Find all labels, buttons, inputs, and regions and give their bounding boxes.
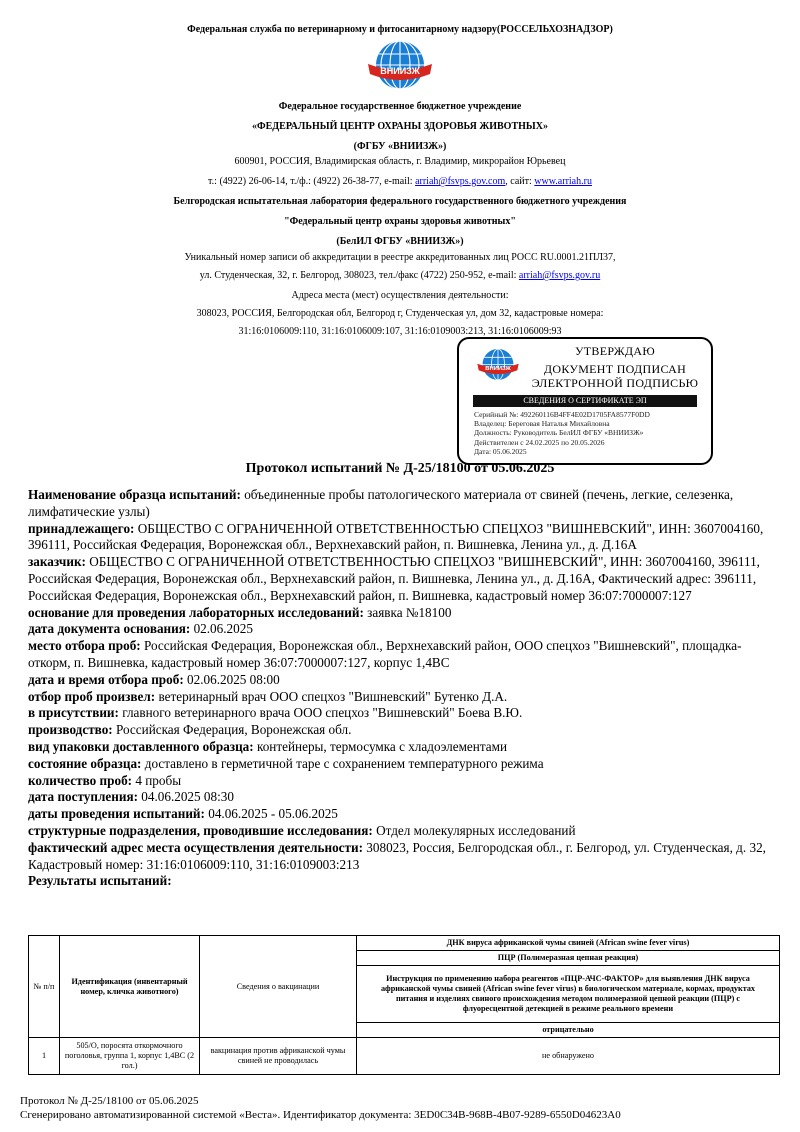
row-num: 1 [29,1038,60,1075]
field-value: контейнеры, термосумка с хладоэлементами [253,738,508,754]
email-link[interactable]: arriah@fsvps.gov.com [415,176,506,187]
footer-generated: Сгенерировано автоматизированной системой «Веста». Идентификатор документа: 3ED0C34B-968B-4B07-9289-6550D04623A0 [20,1109,621,1121]
field-row [28,873,772,890]
site-link[interactable]: www.arriah.ru [534,176,592,187]
field-row [28,823,772,840]
protocol-title: Протокол испытаний № Д-25/18100 от 05.06.2025 [245,461,555,476]
field-value: главного ветеринарного врача ООО спецхоз "Вишневский" Боева В.Ю. [118,705,523,721]
lab-address: ул. Студенческая, 32, г. Белгород, 308023, тел./факс (4722) 250-952, e-mail: arriah@fsvps.gov.ru [199,270,601,281]
field-label: Результаты испытаний: [28,873,172,889]
field-label: отбор проб произвел: [28,688,156,704]
field-value: заявка №18100 [363,604,452,620]
field-row [28,789,772,806]
stamp-serial: Серийный №: 492260116B4FF4E02D1705FA8577F0DD [474,410,650,419]
field-row [28,756,772,773]
field-row [28,806,772,823]
field-value: доставлено в герметичной таре с сохранением температурного режима [141,755,544,771]
field-label: вид упаковки доставленного образца: [28,738,254,754]
activity-address2: 31:16:0106009:110, 31:16:0106009:107, 31:16:0109003:213, 31:16:0106009:93 [238,326,562,337]
field-value: Российская Федерация, Воронежская обл. [112,722,352,738]
institution-address: 600901, РОССИЯ, Владимирская область, г. Владимир, микрорайон Юрьевец [234,156,566,167]
institution-type: Федеральное государственное бюджетное учреждение [278,101,522,112]
field-row [28,722,772,739]
field-value: 02.06.2025 08:00 [183,671,280,687]
vniizzh-logo [364,38,436,100]
field-label: количество проб: [28,772,133,788]
accreditation: Уникальный номер записи об аккредитации в реестре аккредитованных лиц РОСС RU.0001.21ПЛ37, [184,252,616,263]
lab-short: (БелИЛ ФГБУ «ВНИИЗЖ») [336,236,464,247]
col-header-id: Идентификация (инвентарный номер, кличка животного) [60,936,200,1038]
field-value: 4 пробы [132,772,182,788]
field-label: даты проведения испытаний: [28,806,205,822]
field-label: дата и время отбора проб: [28,671,184,687]
svg-text:ВНИИЗЖ: ВНИИЗЖ [380,66,420,76]
field-row [28,487,772,521]
field-label: производство: [28,722,113,738]
institution-short: (ФГБУ «ВНИИЗЖ») [353,141,447,152]
row-id: 505/О, поросята откормочного поголовья, группа 1, корпус 1,4ВС (2 гол.) [60,1038,200,1075]
stamp-cert-header: СВЕДЕНИЯ О СЕРТИФИКАТЕ ЭП [473,395,697,407]
institution-contacts: т.: (4922) 26-06-14, т./ф.: (4922) 26-38-77, e-mail: arriah@fsvps.gov.com, сайт: www.arriah.ru [208,176,592,187]
footer-protocol: Протокол № Д-25/18100 от 05.06.2025 [20,1095,199,1107]
institution-name: «ФЕДЕРАЛЬНЫЙ ЦЕНТР ОХРАНЫ ЗДОРОВЬЯ ЖИВОТНЫХ» [252,121,548,132]
norm-value: отрицательно [357,1023,780,1038]
field-row [28,739,772,756]
field-label: место отбора проб: [28,638,141,654]
field-label: дата поступления: [28,789,138,805]
field-value: 02.06.2025 [190,621,253,637]
field-label: фактический адрес места осуществления деятельности: [28,839,363,855]
test-name: ДНК вируса африканской чумы свиней (African swine fever virus) [357,936,780,951]
e-signature-stamp [457,337,713,465]
field-row [28,773,772,790]
lab-name-line1: Белгородская испытательная лаборатория федерального государственного бюджетного учреждения [173,196,627,207]
stamp-signed: ДОКУМЕНТ ПОДПИСАН [543,362,687,376]
field-value: 308023, Россия, Белгородская обл., г. Белгород, ул. Студенческая, д. 32, Кадастровый номер: 31:16:0106009:110, 31:16:0109003:213 [28,839,766,872]
stamp-valid: Действителен с 24.02.2025 по 20.05.2026 [474,438,605,447]
stamp-date: Дата: 05.06.2025 [474,447,527,456]
row-result: не обнаружено [357,1038,780,1075]
field-value: Российская Федерация, Воронежская обл., Верхнехавский район, ООО спецхоз "Вишневский", площадка-откорм, п. Вишневка, кадастровый номер 36:07:7000007:127, корпус 1,4ВС [28,638,742,670]
field-label: Наименование образца испытаний: [28,487,241,502]
field-row [28,521,772,555]
field-row [28,689,772,706]
stamp-electronic: ЭЛЕКТРОННОЙ ПОДПИСЬЮ [531,376,699,390]
field-row [28,554,772,604]
field-row [28,638,772,672]
svg-text:ВНИИЗЖ: ВНИИЗЖ [485,366,511,373]
lab-email-link[interactable]: arriah@fsvps.gov.ru [518,270,601,281]
agency-name: Федеральная служба по ветеринарному и фитосанитарному надзору(РОССЕЛЬХОЗНАДЗОР) [187,24,613,35]
field-value: 04.06.2025 08:30 [137,789,234,805]
field-label: состояние образца: [28,755,142,771]
field-row [28,621,772,638]
stamp-owner: Владелец: Береговая Наталья Михайловна [474,419,610,428]
field-row [28,605,772,622]
activity-label: Адреса места (мест) осуществления деятельности: [291,290,509,301]
field-label: основание для проведения лабораторных исследований: [28,604,364,620]
stamp-position: Должность: Руководитель БелИЛ ФГБУ «ВНИИЗЖ» [474,428,644,437]
field-row [28,672,772,689]
field-value: Отдел молекулярных исследований [372,822,576,838]
field-label: принадлежащего: [28,520,135,536]
col-header-vaccination: Сведения о вакцинации [200,936,357,1038]
field-row [28,840,772,874]
results-table [28,935,780,1075]
field-label: заказчик: [28,554,86,570]
activity-address1: 308023, РОССИЯ, Белгородская обл, Белгород г, Студенческая ул, дом 32, кадастровые номера: [196,308,604,319]
stamp-approve: УТВЕРЖДАЮ [574,344,656,358]
field-value: объединенные пробы патологического материала от свиней (печень, легкие, селезенка, лимфатические узлы) [28,487,734,519]
protocol-fields [28,487,772,890]
field-value: ОБЩЕСТВО С ОГРАНИЧЕННОЙ ОТВЕТСТВЕННОСТЬЮ СПЕЦХОЗ "ВИШНЕВСКИЙ", ИНН: 3607004160, 396111, Российская Федерация, Воронежская обл., Верхнехавский район, п. Вишневка, Ленина ул., д. Д.16А [28,520,764,553]
row-vaccination: вакцинация против африканской чумы свиней не проводилась [200,1038,357,1075]
field-label: дата документа основания: [28,621,191,637]
field-value: 04.06.2025 - 05.06.2025 [204,806,338,822]
field-value: ОБЩЕСТВО С ОГРАНИЧЕННОЙ ОТВЕТСТВЕННОСТЬЮ СПЕЦХОЗ "ВИШНЕВСКИЙ", ИНН: 3607004160, 396111, Российская Федерация, Воронежская обл., Верхнехавский район, п. Вишневка, Ленина ул., д. Д.16А, Фактический адрес: 396111, Российская Федерация, Воронежская обл., Верхнехавский район, п. Вишневка, кадастровый номер 36:07:7000007:127 [28,554,760,603]
field-label: в присутствии: [28,705,119,721]
field-label: структурные подразделения, проводившие исследования: [28,822,373,838]
lab-name-line2: "Федеральный центр охраны здоровья животных" [284,216,516,227]
test-method: ПЦР (Полимеразная цепная реакция) [357,951,780,966]
field-row [28,705,772,722]
test-instruction: Инструкция по применению набора реагентов «ПЦР-АЧС-ФАКТОР» для выявления ДНК вируса африканской чумы свиней (African swine fever virus) в биологическом материале, кормах, продуктах питания и изделиях свиного происхождения методом полимеразной цепной реакции (ПЦР) с флуоресцентной детекцией в режиме реального времени [357,966,780,1023]
field-value: ветеринарный врач ООО спецхоз "Вишневский" Бутенко Д.А. [155,688,508,704]
table-row [29,1038,780,1075]
col-header-num: № п/п [29,936,60,1038]
